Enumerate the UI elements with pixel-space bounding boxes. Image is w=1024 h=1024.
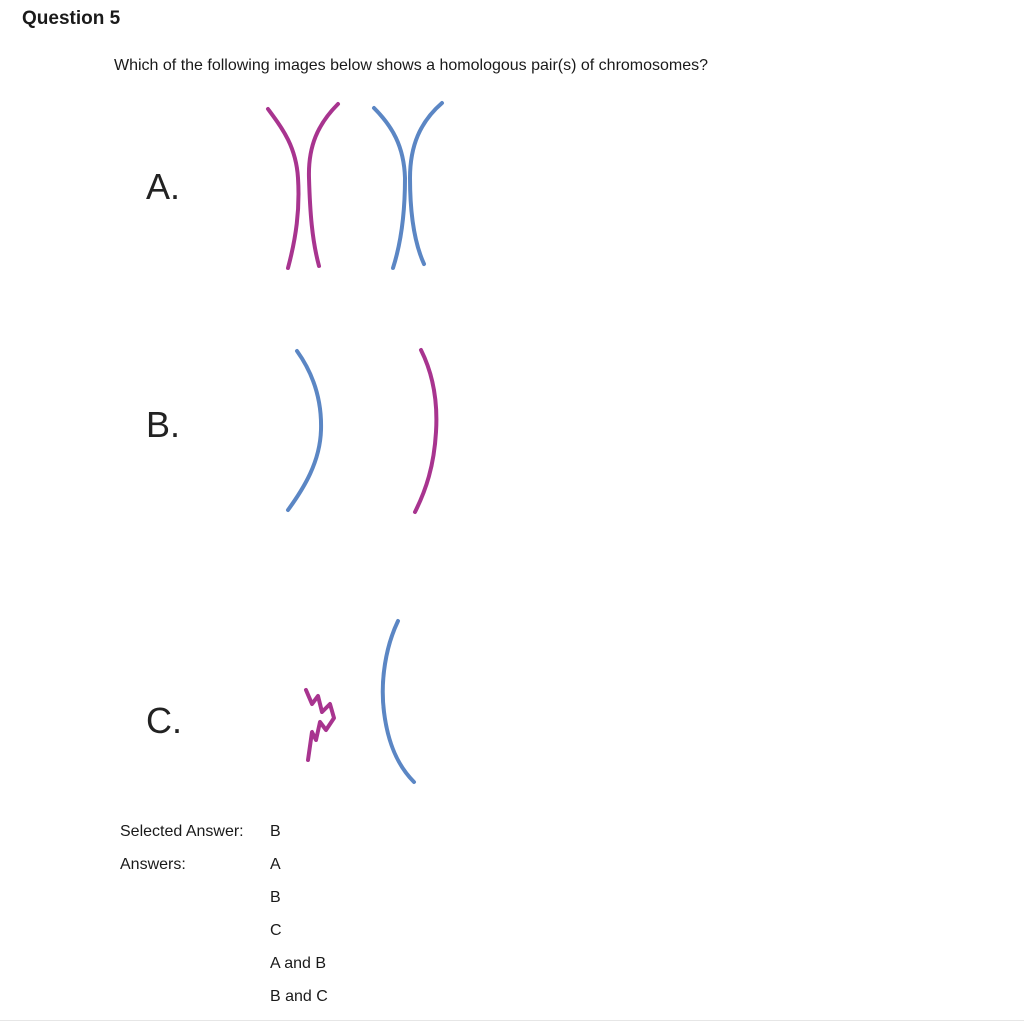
selected-answer-value: B <box>270 823 281 840</box>
chromosome-c-blue <box>383 621 414 782</box>
answer-option-a: A <box>270 856 281 873</box>
chromosome-b-magenta <box>415 350 436 512</box>
question-title: Question 5 <box>22 8 121 29</box>
answer-option-b: B <box>270 889 281 906</box>
option-b-label: B. <box>146 404 181 445</box>
selected-answer-label: Selected Answer: <box>120 823 244 840</box>
option-a-chromosomes <box>268 103 442 268</box>
chromosome-b-blue <box>288 351 321 510</box>
answers-label: Answers: <box>120 856 186 873</box>
bottom-divider <box>0 1020 1024 1021</box>
option-b-chromosomes <box>288 350 436 512</box>
chromosome-a-magenta <box>268 104 338 268</box>
question-text: Which of the following images below shows a homologous pair(s) of chromosomes? <box>114 57 709 74</box>
option-c-label: C. <box>146 700 182 741</box>
answer-option-c: C <box>270 922 282 939</box>
option-a-label: A. <box>146 166 181 207</box>
answer-option-b-and-c: B and C <box>270 988 328 1005</box>
option-c-chromosomes <box>306 621 414 782</box>
chromosome-a-blue <box>374 103 442 268</box>
chromosome-c-magenta <box>306 690 334 760</box>
answer-option-a-and-b: A and B <box>270 955 327 972</box>
